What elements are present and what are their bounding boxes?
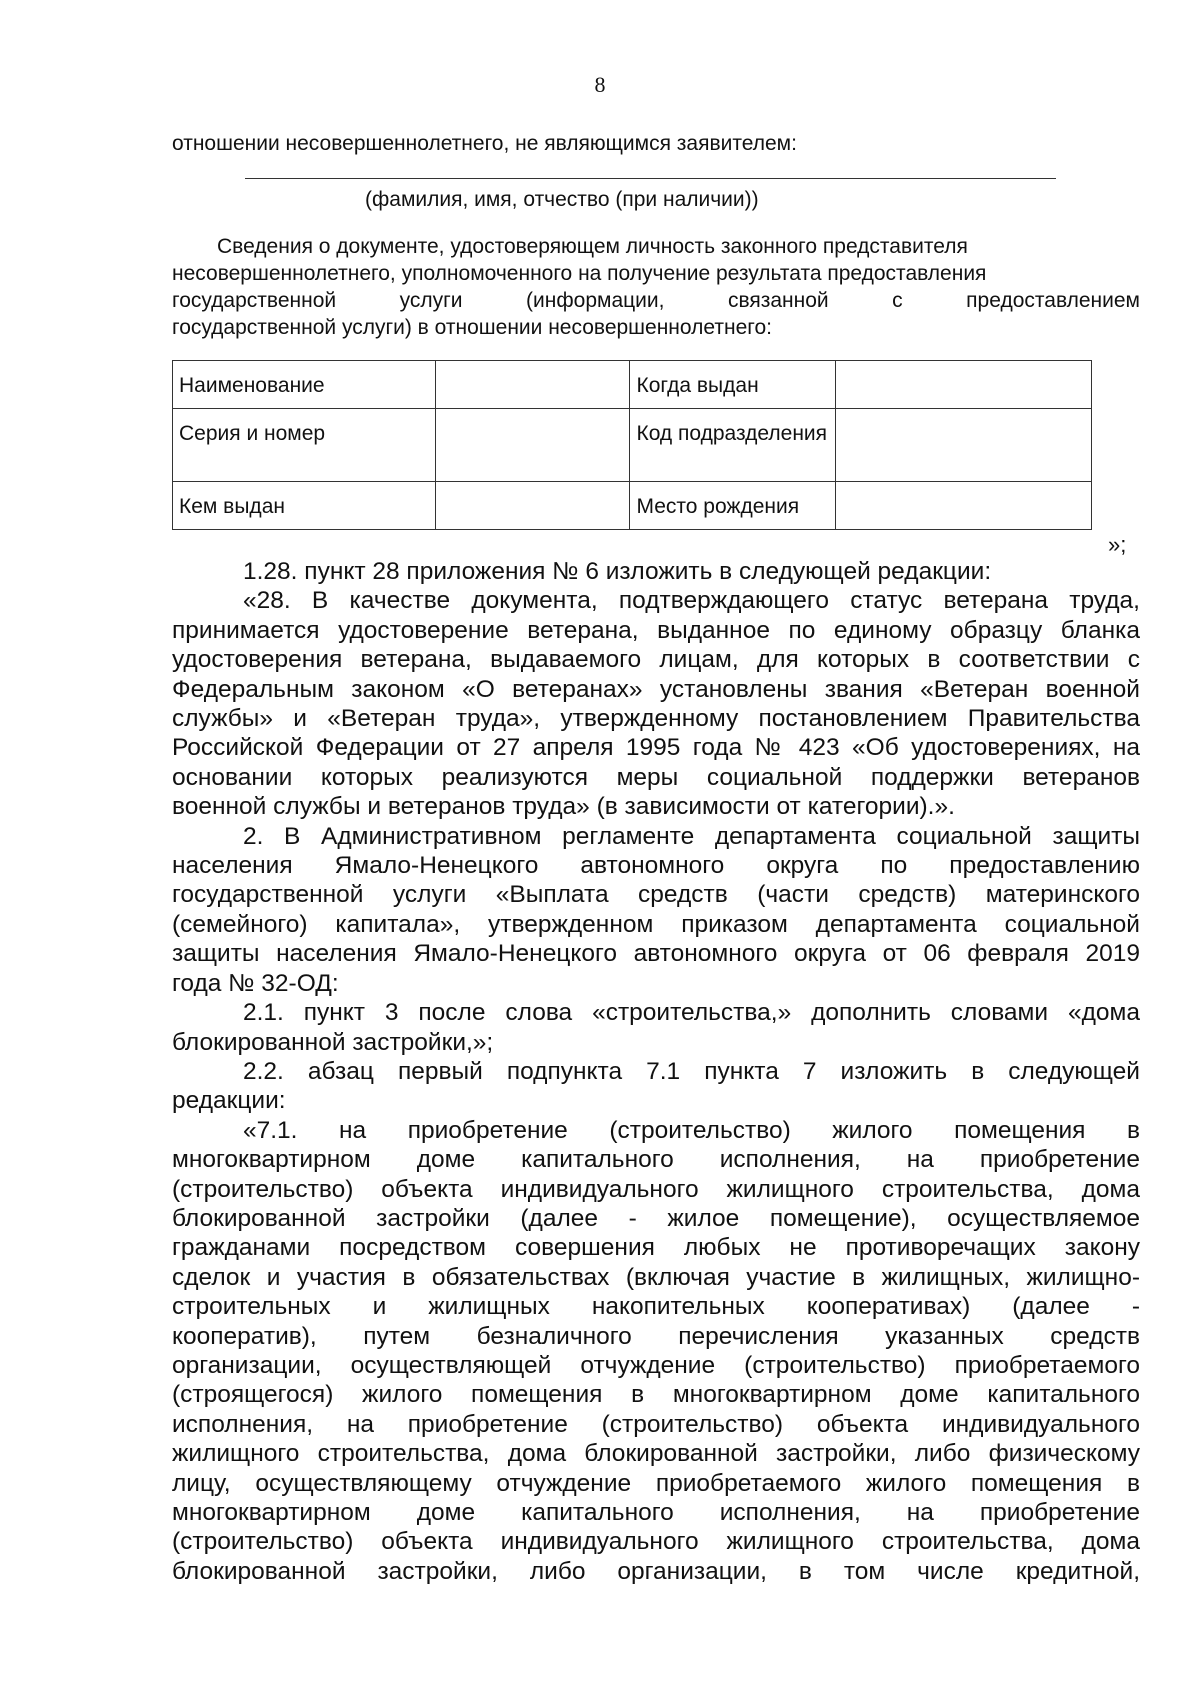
signature-underline xyxy=(245,178,1056,179)
table-cell xyxy=(836,482,1092,530)
table-cell: Кем выдан xyxy=(173,482,436,530)
text-line: (строящегося) жилого помещения в многоквартирном доме капитального xyxy=(172,1381,1140,1409)
document-info-table xyxy=(172,360,1092,530)
text-line: 1.28. пункт 28 приложения № 6 изложить в следующей редакции: xyxy=(243,558,992,585)
text-line: основании которых реализуются меры социальной поддержки ветеранов xyxy=(172,763,1140,791)
text-line: года № 32-ОД: xyxy=(172,969,339,997)
paragraph-7-1-quote xyxy=(172,1116,1140,1587)
text-line: принимается удостоверение ветерана, выданное по единому образцу бланка xyxy=(172,616,1140,644)
text-line: «7.1. на приобретение (строительство) жилого помещения в xyxy=(243,1116,1140,1144)
text-line: Сведения о документе, удостоверяющем личность законного представителя xyxy=(217,235,968,258)
paragraph-1-28 xyxy=(172,557,1140,586)
text-line: редакции: xyxy=(172,1087,286,1115)
paragraph-2-2 xyxy=(172,1057,1140,1116)
text-line: многоквартирном доме капитального исполнения, на приобретение xyxy=(172,1499,1140,1526)
table-cell xyxy=(435,409,630,482)
text-line: 2. В Административном регламенте департамента социальной защиты xyxy=(243,822,1140,850)
text-line: жилищного строительства, дома блокированной застройки, либо физическому xyxy=(172,1440,1140,1468)
text-line: несовершеннолетнего, уполномоченного на получение результата предоставления xyxy=(172,262,987,285)
table-row xyxy=(173,409,1092,482)
table-cell: Когда выдан xyxy=(630,361,836,409)
table-cell: Код подразделения xyxy=(630,409,836,482)
text-line: государственной услуги «Выплата средств (части средств) материнского xyxy=(172,881,1140,909)
text-line: 2.2. абзац первый подпункта 7.1 пункта 7 изложить в следующей xyxy=(243,1057,1140,1085)
text-line: государственной услуги (информации, связанной с предоставлением xyxy=(172,289,1140,312)
text-line: исполнения, на приобретение (строительство) объекта индивидуального xyxy=(172,1410,1140,1438)
text-line: блокированной застройки,»; xyxy=(172,1028,494,1056)
table-cell: Серия и номер xyxy=(173,409,436,482)
text-line: населения Ямало-Ненецкого автономного округа по предоставлению xyxy=(172,852,1140,880)
table-cell: Место рождения xyxy=(630,482,836,530)
text-line: (строительство) объекта индивидуального жилищного строительства, дома xyxy=(172,1528,1140,1556)
table-row xyxy=(173,482,1092,530)
table-row xyxy=(173,361,1092,409)
text-line: Федеральным законом «О ветеранах» установлены звания «Ветеран военной xyxy=(172,675,1140,703)
text-line: (семейного) капитала», утвержденном приказом департамента социальной xyxy=(172,910,1140,938)
text-line: Российской Федерации от 27 апреля 1995 года № 423 «Об удостоверениях, на xyxy=(172,734,1140,762)
paragraph-28-quote xyxy=(172,586,1140,821)
text-line: гражданами посредством совершения любых не противоречащих закону xyxy=(172,1234,1140,1262)
intro-line: отношении несовершеннолетнего, не являющимся заявителем: xyxy=(172,132,797,155)
table-cell xyxy=(836,361,1092,409)
table-cell xyxy=(435,361,630,409)
table-cell: Наименование xyxy=(173,361,436,409)
text-line: сделок и участия в обязательствах (включая участие в жилищных, жилищно- xyxy=(172,1263,1140,1291)
text-line: многоквартирном доме капитального исполнения, на приобретение xyxy=(172,1146,1140,1174)
text-line: лицу, осуществляющему отчуждение приобретаемого жилого помещения в xyxy=(172,1469,1140,1497)
text-line: «28. В качестве документа, подтверждающего статус ветерана труда, xyxy=(243,587,1140,615)
text-line: защиты населения Ямало-Ненецкого автономного округа от 06 февраля 2019 xyxy=(172,940,1140,968)
text-line: строительных и жилищных накопительных кооперативах) (далее - xyxy=(172,1293,1140,1321)
text-line: блокированной застройки, либо организации, в том числе кредитной, xyxy=(172,1557,1140,1585)
name-caption: (фамилия, имя, отчество (при наличии)) xyxy=(365,188,759,211)
info-paragraph xyxy=(172,233,1140,341)
text-line: удостоверения ветерана, выдаваемого лицам, для которых в соответствии с xyxy=(172,646,1140,674)
text-line: (строительство) объекта индивидуального жилищного строительства, дома xyxy=(172,1175,1140,1203)
text-line: государственной услуги) в отношении несовершеннолетнего: xyxy=(172,316,772,339)
text-line: 2.1. пункт 3 после слова «строительства,» дополнить словами «дома xyxy=(243,999,1140,1027)
body-text xyxy=(172,557,1140,1586)
text-line: службы» и «Ветеран труда», утвержденному постановлением Правительства xyxy=(172,705,1140,733)
text-line: военной службы и ветеранов труда» (в зависимости от категории).». xyxy=(172,793,955,821)
paragraph-2 xyxy=(172,822,1140,998)
text-line: организации, осуществляющей отчуждение (строительство) приобретаемого xyxy=(172,1351,1140,1379)
table-cell xyxy=(836,409,1092,482)
text-line: блокированной застройки (далее - жилое помещение), осуществляемое xyxy=(172,1204,1140,1232)
text-line: кооператив), путем безналичного перечисления указанных средств xyxy=(172,1322,1140,1350)
paragraph-2-1 xyxy=(172,998,1140,1057)
page-number: 8 xyxy=(594,72,606,97)
closing-quote: »; xyxy=(1108,532,1127,557)
table-cell xyxy=(435,482,630,530)
